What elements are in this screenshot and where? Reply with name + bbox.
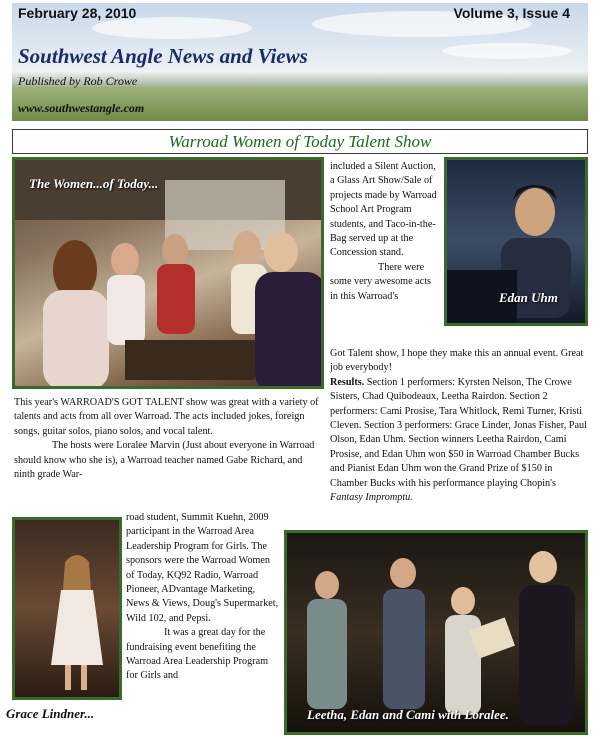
- photo-women-of-today: [12, 157, 324, 389]
- paragraph-results: [330, 376, 588, 506]
- photo-edan-caption: Edan Uhm: [499, 290, 558, 305]
- paragraph-sponsors: road student, Summit Kuehn, 2009 participant in the Warroad Area Leadership Program for Girls. The sponsors were the Warroad Women of Today, KQ92 Radio, Warroad Pioneer, ADvantage Marketing, News & Views, Doug's Supermarket, Wild 102, and Pepsi.: [126, 512, 279, 624]
- photo-women-illustration: [15, 160, 324, 389]
- text-column-middle: [126, 511, 280, 684]
- issue-volume: Volume 3, Issue 4: [453, 5, 570, 21]
- results-text: Section 1 performers: Kyrsten Nelson, The Crowe Sisters, Chad Quibodeaux, Leetha Rairdon. Section 2 performers: Cami Prosise, Tara Whitlock, Remi Turner, Kristi Cleven. Section 3 performers: Grace Linder, Jonas Fisher, Paul Olson, Edan Uhm. Section winners Leetha Rairdon, Cami Prosise, and Edan Uhm won $50 in Warroad Chamber Bucks and Pianist Edan Uhm won the Grand Prize of $150 in Chamber Bucks with his performance playing Chopin's: [330, 376, 587, 489]
- paragraph-awesome-acts-b: some very awesome acts in this Warroad's: [330, 276, 431, 302]
- paragraph-hosts: The hosts were Loralee Marvin (Just about everyone in Warroad should know who she is), a Warroad teacher named Gabe Richard, and ninth grade War-: [14, 440, 315, 481]
- paragraph-great-job: Got Talent show, I hope they make this an annual event. Great job everybody!: [330, 348, 584, 374]
- photo-grace-lindner: [12, 517, 122, 700]
- photo-grace-caption: Grace Lindner...: [6, 706, 95, 721]
- paragraph-intro: This year's WARROAD'S GOT TALENT show was great with a variety of talents and acts from all over Warroad. The acts included jokes, foreign songs, guitar solos, piano solos, and vocal talent.: [14, 397, 319, 437]
- article-headline: Warroad Women of Today Talent Show: [168, 132, 432, 151]
- results-piece-title: Fantasy Impromptu.: [330, 492, 413, 504]
- photo-grace-illustration: [15, 520, 122, 700]
- photo-women-caption: The Women...of Today...: [29, 176, 159, 191]
- paragraph-awesome-acts-a: There were: [378, 261, 425, 273]
- paragraph-fundraising: It was a great day for the fundraising event benefiting the Warroad Area Leadership Program for Girls and: [126, 627, 269, 682]
- results-label: Results.: [330, 376, 365, 388]
- issue-date: February 28, 2010: [18, 5, 137, 21]
- issue-info-bar: [12, 3, 588, 23]
- newsletter-byline: Published by Rob Crowe: [18, 74, 138, 88]
- photo-group-illustration: [287, 533, 588, 735]
- photo-group-caption: Leetha, Edan and Cami with Loralee.: [307, 707, 509, 722]
- website-link[interactable]: www.southwestangle.com: [18, 101, 145, 115]
- text-column-right-top: [330, 160, 440, 304]
- paragraph-silent-auction: included a Silent Auction, a Glass Art Show/Sale of projects made by Warroad School Art Program students, and Taco-in-the-Bag served up at the Concession stand.: [330, 161, 437, 259]
- text-column-right-wide: [330, 347, 588, 505]
- cloud-shape: [442, 43, 572, 59]
- photo-group-with-loralee: [284, 530, 588, 735]
- article-headline-box: [12, 129, 588, 154]
- photo-edan-uhm: [444, 157, 588, 326]
- text-column-left: [14, 396, 324, 482]
- newsletter-title: Southwest Angle News and Views: [18, 44, 308, 68]
